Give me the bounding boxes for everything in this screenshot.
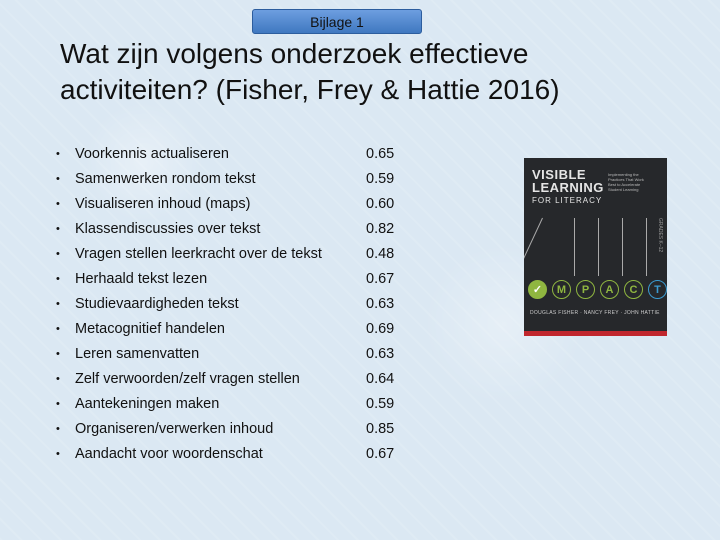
effect-size-value: 0.63 [366, 346, 395, 362]
effect-size-value: 0.63 [366, 296, 395, 312]
activity-label: Samenwerken rondom tekst [75, 171, 256, 187]
bullet-icon: • [56, 223, 60, 235]
effect-size-value: 0.59 [366, 171, 395, 187]
slide-title-line-2: activiteiten? (Fisher, Frey & Hattie 2016) [60, 74, 560, 105]
effect-size-value: 0.59 [366, 396, 395, 412]
activity-label: Aandacht voor woordenschat [75, 446, 263, 462]
activity-label: Organiseren/verwerken inhoud [75, 421, 274, 437]
effect-size-value: 0.67 [366, 446, 395, 462]
appendix-tag-label: Bijlage 1 [310, 13, 364, 30]
effect-size-value: 0.82 [366, 221, 395, 237]
bullet-icon: • [56, 298, 60, 310]
bullet-icon: • [56, 273, 60, 285]
bullet-icon: • [56, 348, 60, 360]
book-letter-circle: M [552, 280, 571, 299]
activity-label: Voorkennis actualiseren [75, 146, 229, 162]
book-authors: DOUGLAS FISHER · NANCY FREY · JOHN HATTIE [530, 310, 660, 316]
activity-label: Aantekeningen maken [75, 396, 220, 412]
bullet-icon: • [56, 148, 60, 160]
effect-size-value: 0.69 [366, 321, 395, 337]
bullet-icon: • [56, 448, 60, 460]
activity-label: Herhaald tekst lezen [75, 271, 208, 287]
book-title-line-2: LEARNING [532, 180, 604, 195]
book-spine-label: GRADES K–12 [657, 218, 663, 253]
bullet-icon: • [56, 173, 60, 185]
book-letter-circle: C [624, 280, 643, 299]
book-red-stripe [524, 331, 667, 336]
book-cover-image [524, 158, 667, 336]
book-letter-circles [528, 280, 667, 299]
book-title-line-1: VISIBLE [532, 167, 587, 182]
effect-size-value: 0.64 [366, 371, 395, 387]
book-letter-circle: T [648, 280, 667, 299]
activity-label: Zelf verwoorden/zelf vragen stellen [75, 371, 300, 387]
activity-label: Studievaardigheden tekst [75, 296, 239, 312]
appendix-tag [252, 9, 422, 34]
slide-title-line-1: Wat zijn volgens onderzoek effectieve [60, 38, 529, 69]
bullet-icon: • [56, 323, 60, 335]
book-letter-circle: A [600, 280, 619, 299]
effect-size-value: 0.65 [366, 146, 395, 162]
bullet-icon: • [56, 423, 60, 435]
book-title [532, 168, 604, 205]
book-title-line-3: FOR LITERACY [532, 196, 603, 205]
slide-title [60, 36, 700, 108]
bullet-icon: • [56, 373, 60, 385]
activity-label: Leren samenvatten [75, 346, 200, 362]
activity-label: Vragen stellen leerkracht over de tekst [75, 246, 322, 262]
bullet-icon: • [56, 198, 60, 210]
activity-label: Visualiseren inhoud (maps) [75, 196, 251, 212]
effect-size-value: 0.60 [366, 196, 395, 212]
effect-size-value: 0.85 [366, 421, 395, 437]
bullet-icon: • [56, 248, 60, 260]
activity-label: Klassendiscussies over tekst [75, 221, 261, 237]
book-subtitle: Implementing the Practices That Work Best to Accelerate Student Learning [608, 172, 644, 192]
bullet-icon: • [56, 398, 60, 410]
effect-size-value: 0.67 [366, 271, 395, 287]
effect-size-value: 0.48 [366, 246, 395, 262]
book-letter-circle: ✓ [528, 280, 547, 299]
book-letter-circle: P [576, 280, 595, 299]
activity-label: Metacognitief handelen [75, 321, 225, 337]
